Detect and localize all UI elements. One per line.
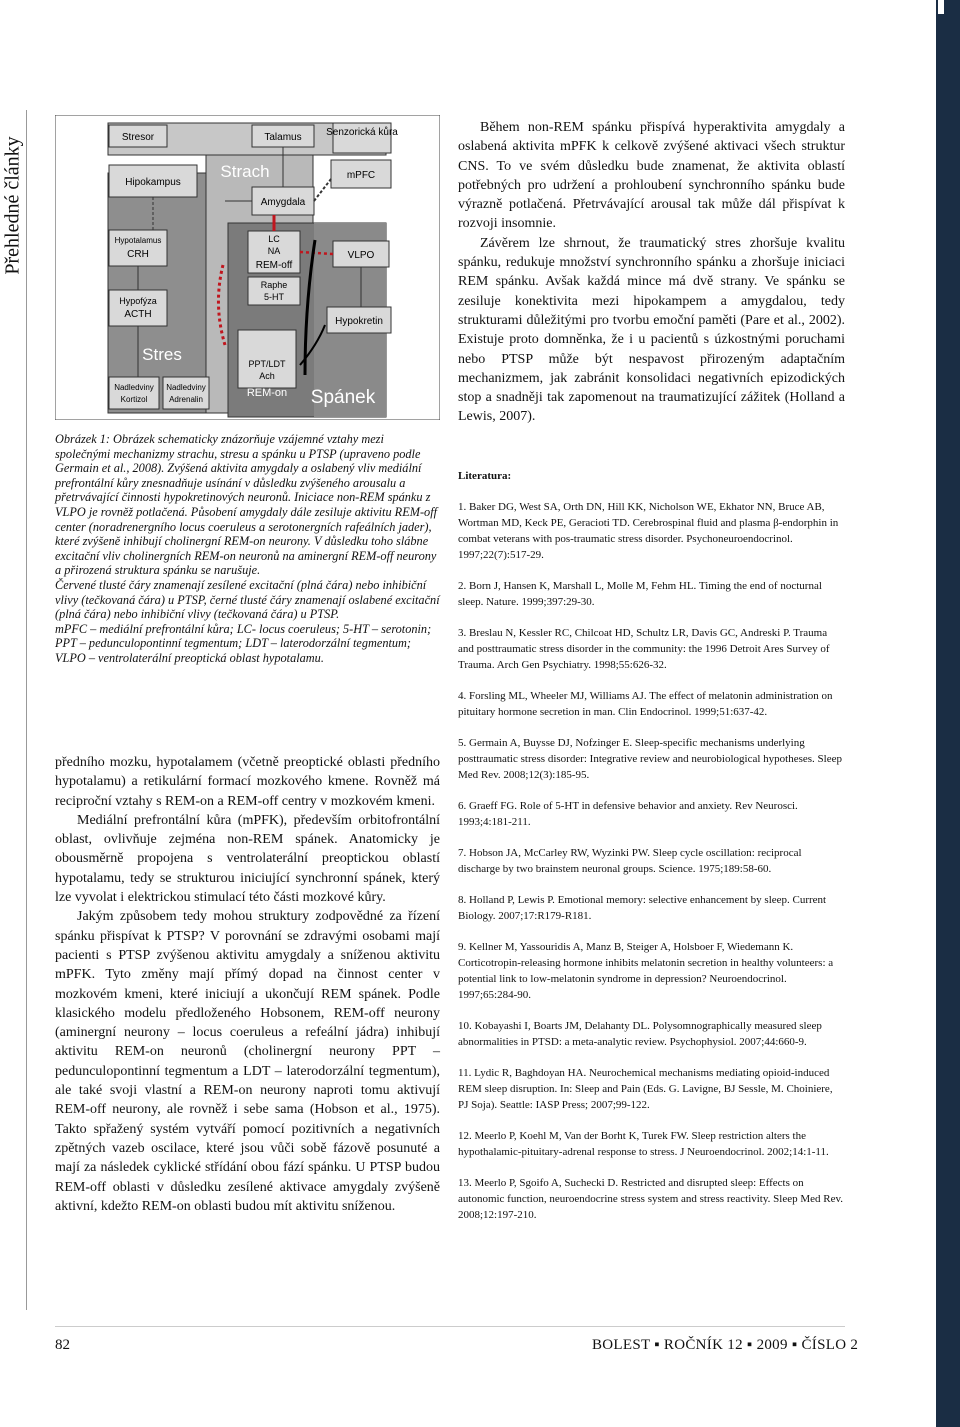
reference-list [458,499,845,1238]
figure-caption [55,432,440,666]
figure-diagram [55,115,440,420]
left-column [55,753,440,1216]
caption-paragraph: mPFC – mediální prefrontální kůra; LC- locus coeruleus; 5-HT – serotonin; PPT – pedunculopontinní tegmentum; LDT – laterodorzální tegmentum; VLPO – ventrolaterální preoptická oblast hypotalamu. [55,621,432,665]
reference-item: 10. Kobayashi I, Boarts JM, Delahanty DL. Polysomnographically measured sleep abnormalities in PTSD: a meta-analytic review. Psychophysiol. 2007;44:660-9. [458,1020,822,1048]
label-strach: Strach [220,162,270,181]
reference-item: 6. Graeff FG. Role of 5-HT in defensive behavior and anxiety. Rev Neurosci. 1993;4:181-211. [458,800,798,828]
reference-item: 3. Breslau N, Kessler RC, Chilcoat HD, Schultz LR, Davis GC, Andreski P. Trauma and posttraumatic stress disorder in the community: the 1996 Detroit Ares Survey of Trauma. Arch Gen Psychiatry. 1998;55:626-32. [458,627,830,671]
reference-item: 8. Holland P, Lewis P. Emotional memory: selective enhancement by sleep. Current Biology. 2007;17:R179-R181. [458,894,827,922]
journal-footer: BOLEST ▪ ROČNÍK 12 ▪ 2009 ▪ ČÍSLO 2 [592,1337,859,1353]
label-hypokretin: Hypokretin [335,316,383,327]
reference-item: 12. Meerlo P, Koehl M, Van der Borht K, Turek FW. Sleep restriction alters the hypothalamic-pituitary-adrenal response to stress. J Neuroendocrinol. 2002;14:1-11. [458,1130,829,1158]
label-kortizol: Kortizol [120,395,148,404]
reference-item: 5. Germain A, Buysse DJ, Nofzinger E. Sleep-specific mechanisms underlying posttraumatic stress disorder: Integrative review and neurobiological hypotheses. Sleep Med Rev. 2008;12(3):185-95. [458,737,842,781]
reference-item: 11. Lydic R, Baghdoyan HA. Neurochemical mechanisms mediating opioid-induced REM sleep disruption. In: Sleep and Pain (Eds. G. Lavigne, BJ Sessle, M. Choiniere, PJ Soja). Seattle: IASP Press; 2007;99-122. [458,1067,833,1111]
body-paragraph: Jakým způsobem tedy mohou struktury zodpovědné za řízení spánku přispívat k PTSP? V porovnání se zdravými osobami mají pacienti s PTSP zvýšenou aktivitu amygdaly a sníženou aktivitu mPFK. Tyto změny mají přímý dopad na činnost center v mozkovém kmeni, které iniciují a ukončují REM spánek. Podle klasického modelu předloženého Hobsonem, REM-off neurony (aminergní neurony – locus coeruleus a refeální jádra) inhibují aktivitu REM-on neuronů (cholinergní neurony PPT – pedunculopontinní tegmentum a LDT – laterodorzální tegmentum), ale také svoji vlastní a REM-on neurony naproti tomu aktivují REM-off neurony, ale rovněž i sebe sama (Hobson et al., 1975). Takto spřažený systém vytváří pomocí pozitivních a negativních zpětných vazeb oscilace, které jsou vůči sobě fázově posunuté a mají za následek cyklické střídání obou fází spánku. U PTSP budou REM-off oblasti v důsledku zesílené aktivace amygdaly zvýšeně aktivní, kdežto REM-on oblasti budou mít aktivitu sníženou. [55,909,440,1214]
reference-item: 9. Kellner M, Yassouridis A, Manz B, Steiger A, Holsboer F, Wiedemann K. Corticotropin-releasing hormone inhibits melatonin secretion in healthy volunteers: a potential link to low-melatonin syndrome in depression? Neuroendocrinol. 1997;65:284-90. [458,941,834,1001]
caption-paragraph: Obrázek 1: Obrázek schematicky znázorňuje vzájemné vztahy mezi společnými mechanizmy strachu, stresu a spánku u PTSP (upraveno podle Germain et al., 2008). Zvýšená aktivita amygdaly a oslabený vliv mediální prefrontální kůry znesnadňuje usínání v důsledku zvýšeného arousalu a přetrvávající činnosti hypokretinových neuronů. Iniciace non-REM spánku z VLPO je rovněž potlačená. Působení amygdaly dále zesiluje aktivitu REM-off center (noradrenergního locus coeruleus a serotonergních rafeálních jader), které zvýšeně inhibují cholinergní REM-on neurony. V důsledku toho slábne excitační vliv cholinergních REM-on neuronů na aminergní REM-off neurony a přirozená struktura spánku se narušuje. [55,432,438,578]
footer-divider [55,1326,845,1327]
label-hipokampus: Hipokampus [125,177,181,188]
label-amygdala: Amygdala [260,197,306,208]
label-stres: Stres [142,345,182,364]
label-talamus: Talamus [264,132,302,143]
label-adrenalin: Adrenalin [169,395,203,404]
label-raphe: Raphe [260,280,288,290]
label-nadledviny-2: Nadledviny [166,383,206,392]
label-ht: 5-HT [264,292,284,302]
literature-heading: Literatura: [458,470,512,482]
reference-item: 4. Forsling ML, Wheeler MJ, Williams AJ. The effect of melatonin administration on pituitary hormone secretion in man. Clin Endocrinol. 1999;51:637-42. [458,690,833,718]
section-title: Přehledné články [1,136,24,275]
label-mpfc: mPFC [346,170,376,181]
reference-item: 2. Born J, Hansen K, Marshall L, Molle M, Fehm HL. Timing the end of nocturnal sleep. Nature. 1999;397:29-30. [458,580,822,608]
label-remon: REM-on [246,387,288,399]
page-number: 82 [55,1337,70,1353]
caption-paragraph: Červené tlusté čáry znamenají zesílené excitační (plná čára) nebo inhibiční vlivy (tečkovaná čára) u PTSP, černé tlusté čáry znamenají oslabené excitační (plná čára) nebo inhibiční vlivy (tečkovaná čára) u PTSP. [55,577,440,622]
label-lc: LC [268,234,280,244]
reference-item: 1. Baker DG, West SA, Orth DN, Hill KK, Nicholson WE, Ekhator NN, Bruce AB, Wortman MD, Keck PE, Geracioti TD. Cerebrospinal fluid and plasma β-endorphin in combat veterans with pos-traumatic stress disorder. Psychoneuroendocrinol. 1997;22(7):517-29. [458,501,839,561]
label-remoff: REM-off [255,260,293,271]
label-stresor: Stresor [121,132,155,143]
label-nadledviny-1: Nadledviny [114,383,154,392]
body-paragraph: Závěrem lze shrnout, že traumatický stres zhoršuje kvalitu spánku, redukuje množství synchronního spánku a zhoršuje iniciaci REM spánku. Avšak každá mince má dvě strany. Ve spánku se zesiluje konektivita mezi hipokampem a amygdalou, tedy strukturami důležitými pro tvorbu emoční paměti (Pare et al., 2002). Existuje proto domněnka, že i u pacientů s úzkostnými poruchami nebo PTSP může být nespavost přirozeným adaptačním mechanizmem, jak zabránit konsolidaci negativních epizodických stop a snadněji tak zapomenout na traumatizující zážitek (Holland a Lewis, 2007). [458,235,845,425]
sidebar-divider [26,110,27,1310]
reference-item: 13. Meerlo P, Sgoifo A, Suchecki D. Restricted and disrupted sleep: Effects on autonomic function, neuroendocrine stress system and stress reactivity. Sleep Med Rev. 2008;12:197-210. [458,1177,844,1221]
label-hypofyza: Hypofýza [119,296,157,306]
label-pptldt: PPT/LDT [248,359,286,369]
body-paragraph: předního mozku, hypotalamem (včetně preoptické oblasti předního hypotalamu) a retikulární formací mozkového kmene. Rovněž má reciproční vztahy s REM-on a REM-off centry v mozkovém kmeni. [55,755,440,809]
label-spanek: Spánek [310,387,376,408]
label-senzoricka: Senzorická kůra [326,127,398,138]
label-hypotalamus: Hypotalamus [114,236,162,245]
label-acth: ACTH [124,309,152,320]
right-column [458,118,845,427]
section-sidebar [0,110,26,310]
page-edge-bar [936,0,960,1427]
label-ach: Ach [259,371,275,381]
label-crh: CRH [127,249,149,260]
body-paragraph: Během non-REM spánku přispívá hyperaktivita amygdaly a oslabená aktivita mPFK k celkově zvýšené aktivaci všech struktur CNS. To ve svém důsledku bude znamenat, že aktivita oblastí potřebných pro udržení a prohloubení synchronního spánku bude výrazně potlačená. Přetrvávající arousal tak může dál přispívat k rozvoji insomnie. [458,120,845,232]
reference-item: 7. Hobson JA, McCarley RW, Wyzinki PW. Sleep cycle oscillation: reciprocal discharge by two brainstem neuronal groups. Science. 1975;189:58-60. [458,847,802,875]
label-na: NA [267,246,281,256]
body-paragraph: Mediální prefrontální kůra (mPFK), především orbitofrontální oblast, ovlivňuje zejména non-REM spánek. Anatomicky je obousměrně propojena s ventrolaterální preoptickou oblastí hypotalamu, tedy se strukturou iniciující synchronní spánek, který lze vyvolat i elektrickou stimulací této části mozkové kůry. [55,812,440,906]
label-vlpo: VLPO [347,250,375,261]
